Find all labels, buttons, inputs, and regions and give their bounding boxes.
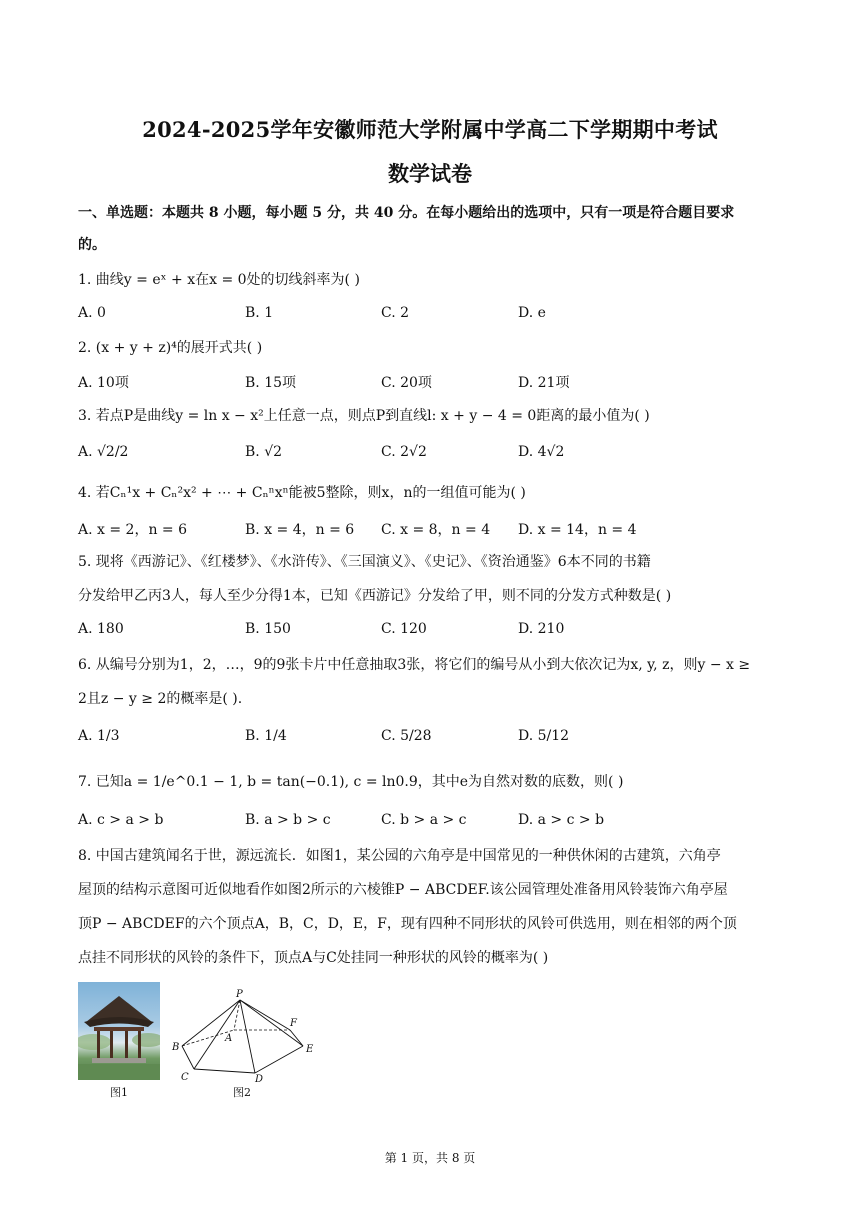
pavilion-photo	[78, 982, 160, 1080]
question-6-stem-cont: 2且z − y ≥ 2的概率是( ).	[78, 691, 243, 707]
option-a: A. 10项	[78, 375, 129, 391]
option-c: C. 2	[381, 305, 410, 321]
vertex-a-label: A	[225, 1033, 233, 1044]
option-a: A. c > a > b	[78, 812, 164, 828]
option-b: B. 15项	[245, 375, 297, 391]
question-5-stem: 5. 现将《西游记》、《红楼梦》、《水浒传》、《三国演义》、《史记》、《资治通鉴》6本不同的书籍	[78, 554, 651, 570]
vertex-p-label: P	[236, 989, 243, 1000]
question-8-stem-cont2: 顶P − ABCDEF的六个顶点A，B，C，D，E，F，现有四种不同形状的风铃可供选用，则在相邻的两个顶	[78, 916, 737, 932]
option-b: B. 150	[245, 621, 291, 637]
option-d: D. 21项	[518, 375, 570, 391]
option-a: A. x = 2，n = 6	[78, 522, 187, 538]
question-2-options	[78, 372, 778, 392]
section-heading: 一、单选题：本题共 8 小题，每小题 5 分，共 40 分。在每小题给出的选项中，只有一项是符合题目要求	[78, 205, 735, 221]
vertex-c-label: C	[181, 1072, 189, 1083]
question-1-options	[78, 305, 778, 325]
vertex-b-label: B	[172, 1042, 180, 1053]
option-d: D. e	[518, 305, 546, 321]
option-c: C. x = 8，n = 4	[381, 522, 491, 538]
pyramid-diagram	[168, 986, 320, 1084]
option-b: B. x = 4，n = 6	[245, 522, 355, 538]
exam-title: 2024-2025学年安徽师范大学附属中学高二下学期期中考试	[142, 117, 718, 142]
question-7-options	[78, 812, 778, 832]
question-3-stem: 3. 若点P是曲线y = ln x − x²上任意一点，则点P到直线l: x + y − 4 = 0距离的最小值为( )	[78, 408, 650, 424]
question-2-stem: 2. (x + y + z)⁴的展开式共( )	[78, 340, 263, 356]
question-4-options	[78, 519, 778, 539]
option-b: B. 1/4	[245, 728, 287, 744]
question-8-stem: 8. 中国古建筑闻名于世，源远流长．如图1，某公园的六角亭是中国常见的一种供休闲的古建筑，六角亭	[78, 848, 721, 864]
question-5-options	[78, 621, 778, 641]
question-3-options	[78, 444, 778, 464]
option-d: D. 5/12	[518, 728, 570, 744]
figure-1-caption: 图1	[110, 1086, 128, 1099]
option-c: C. 5/28	[381, 728, 432, 744]
option-c: C. b > a > c	[381, 812, 467, 828]
section-heading-cont: 的。	[78, 237, 106, 253]
question-4-stem: 4. 若Cₙ¹x + Cₙ²x² + ⋯ + Cₙⁿxⁿ能被5整除，则x，n的一组值可能为( )	[78, 485, 526, 501]
question-8-stem-cont3: 点挂不同形状的风铃的条件下，顶点A与C处挂同一种形状的风铃的概率为( )	[78, 950, 549, 966]
vertex-f-label: F	[290, 1018, 297, 1029]
question-5-stem-cont: 分发给甲乙丙3人，每人至少分得1本，已知《西游记》分发给了甲，则不同的分发方式种数是( )	[78, 588, 672, 604]
option-a: A. 180	[78, 621, 124, 637]
option-a: A. 1/3	[78, 728, 120, 744]
option-d: D. 210	[518, 621, 565, 637]
question-6-options	[78, 728, 778, 748]
vertex-e-label: E	[306, 1044, 314, 1055]
vertex-d-label: D	[255, 1074, 264, 1084]
figure-2-caption: 图2	[233, 1086, 251, 1099]
question-6-stem: 6. 从编号分别为1，2，…，9的9张卡片中任意抽取3张，将它们的编号从小到大依次记为x, y, z，则y − x ≥	[78, 657, 751, 673]
option-b: B. a > b > c	[245, 812, 331, 828]
question-1-stem: 1. 曲线y = eˣ + x在x = 0处的切线斜率为( )	[78, 272, 360, 288]
option-c: C. 20项	[381, 375, 432, 391]
option-b: B. √2	[245, 444, 283, 460]
option-a: A. 0	[78, 305, 106, 321]
exam-subtitle: 数学试卷	[388, 161, 472, 186]
question-8-stem-cont1: 屋顶的结构示意图可近似地看作如图2所示的六棱锥P − ABCDEF.该公园管理处准备用风铃装饰六角亭屋	[78, 882, 728, 898]
page-footer: 第 1 页，共 8 页	[384, 1151, 476, 1165]
option-d: D. a > c > b	[518, 812, 605, 828]
option-d: D. 4√2	[518, 444, 565, 460]
question-7-stem: 7. 已知a = 1/e^0.1 − 1, b = tan(−0.1), c = ln0.9，其中e为自然对数的底数，则( )	[78, 774, 624, 790]
option-b: B. 1	[245, 305, 274, 321]
option-d: D. x = 14，n = 4	[518, 522, 637, 538]
option-c: C. 120	[381, 621, 427, 637]
option-a: A. √2/2	[78, 444, 129, 460]
option-c: C. 2√2	[381, 444, 427, 460]
